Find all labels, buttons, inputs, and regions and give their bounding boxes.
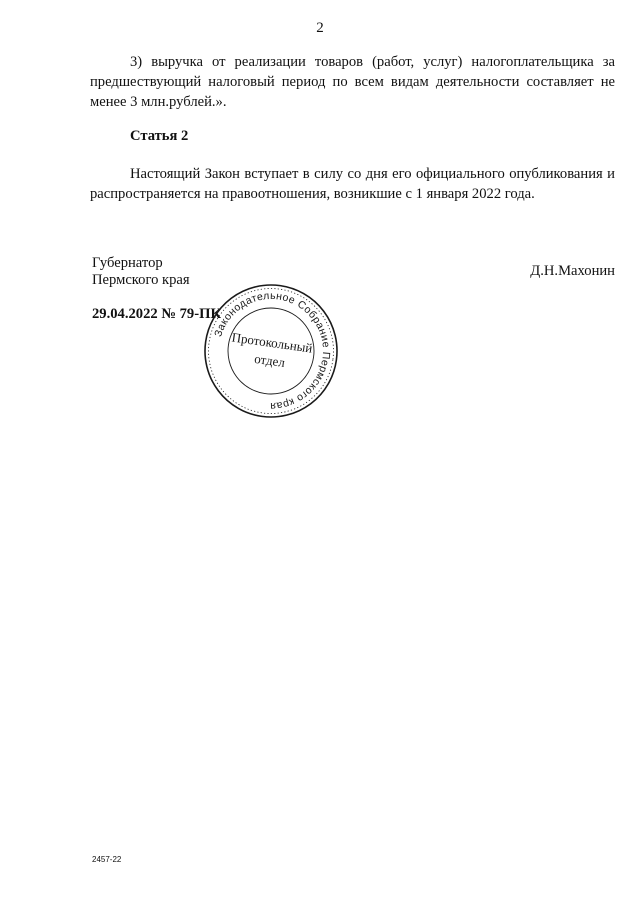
signatory-title (92, 255, 190, 289)
paragraph-revenue-condition-text: 3) выручка от реализации товаров (работ, услуг) налогоплательщика за предшествующий налоговый период по всем видам деятельности составляет не менее 3 млн.рублей.». (90, 54, 615, 110)
stamp-graphic (192, 272, 350, 430)
signatory-title-line-2: Пермского края (92, 272, 190, 288)
signatory-title-line-1: Губернатор (92, 255, 163, 271)
signatory-name: Д.Н.Махонин (530, 263, 615, 279)
law-date-number: 29.04.2022 № 79-ПК (92, 306, 222, 322)
stamp-center-line-2: отдел (253, 350, 286, 370)
paragraph-entry-into-force (90, 164, 615, 204)
paragraph-revenue-condition (90, 52, 615, 112)
official-stamp (192, 272, 350, 430)
stamp-ring-text-path: Законодательное Собрание Пермского края (212, 289, 333, 413)
article-heading: Статья 2 (130, 128, 189, 144)
page-number: 2 (316, 20, 324, 36)
stamp-center-line-1: Протокольный (230, 329, 314, 356)
footer-code: 2457-22 (92, 855, 122, 864)
stamp-ring-text (203, 282, 340, 419)
paragraph-entry-into-force-text: Настоящий Закон вступает в силу со дня его официального опубликования и распространяется на правоотношения, возникшие с 1 января 2022 года. (90, 166, 615, 202)
